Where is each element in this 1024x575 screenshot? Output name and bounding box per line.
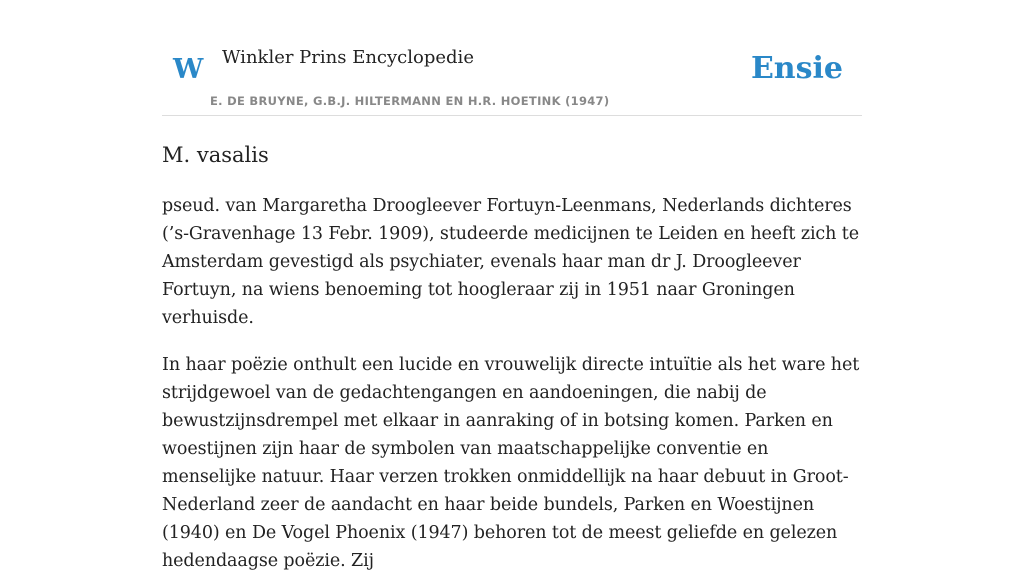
- article-paragraph: In haar poëzie onthult een lucide en vrouwelijk directe intuïtie als het ware het strijdgewoel van de gedachtengangen en aandoeningen, die nabij de bewustzijnsdrempel met elkaar in aanraking of in botsing komen. Parken en woestijnen zijn haar de symbolen van maatschappelijke conventie en menselijke natuur. Haar verzen trokken onmiddellijk na haar debuut in Groot-Nederland zeer de aandacht en haar beide bundels, Parken en Woestijnen (1940) en De Vogel Phoenix (1947) behoren tot de meest geliefde en gelezen hedendaagse poëzie. Zij: [162, 355, 860, 571]
- article-paragraph: pseud. van Margaretha Droogleever Fortuyn-Leenmans, Nederlands dichteres (’s-Gravenhage 13 Febr. 1909), studeerde medicijnen te Leiden en heeft zich te Amsterdam gevestigd als psychiater, evenals haar man dr J. Droogleever Fortuyn, na wiens benoeming tot hoogleraar zij in 1951 naar Groningen verhuisde.: [162, 196, 859, 328]
- publication-authors: E. DE BRUYNE, G.B.J. HILTERMANN EN H.R. HOETINK (1947): [210, 94, 610, 108]
- publication-logo-icon[interactable]: W: [173, 54, 204, 85]
- article: [162, 140, 862, 575]
- header: [162, 40, 862, 116]
- ensie-logo-link[interactable]: Ensie: [750, 51, 843, 86]
- publication-title[interactable]: Winkler Prins Encyclopedie: [222, 47, 474, 68]
- article-title: M. vasalis: [162, 143, 269, 167]
- article-body: [162, 192, 862, 575]
